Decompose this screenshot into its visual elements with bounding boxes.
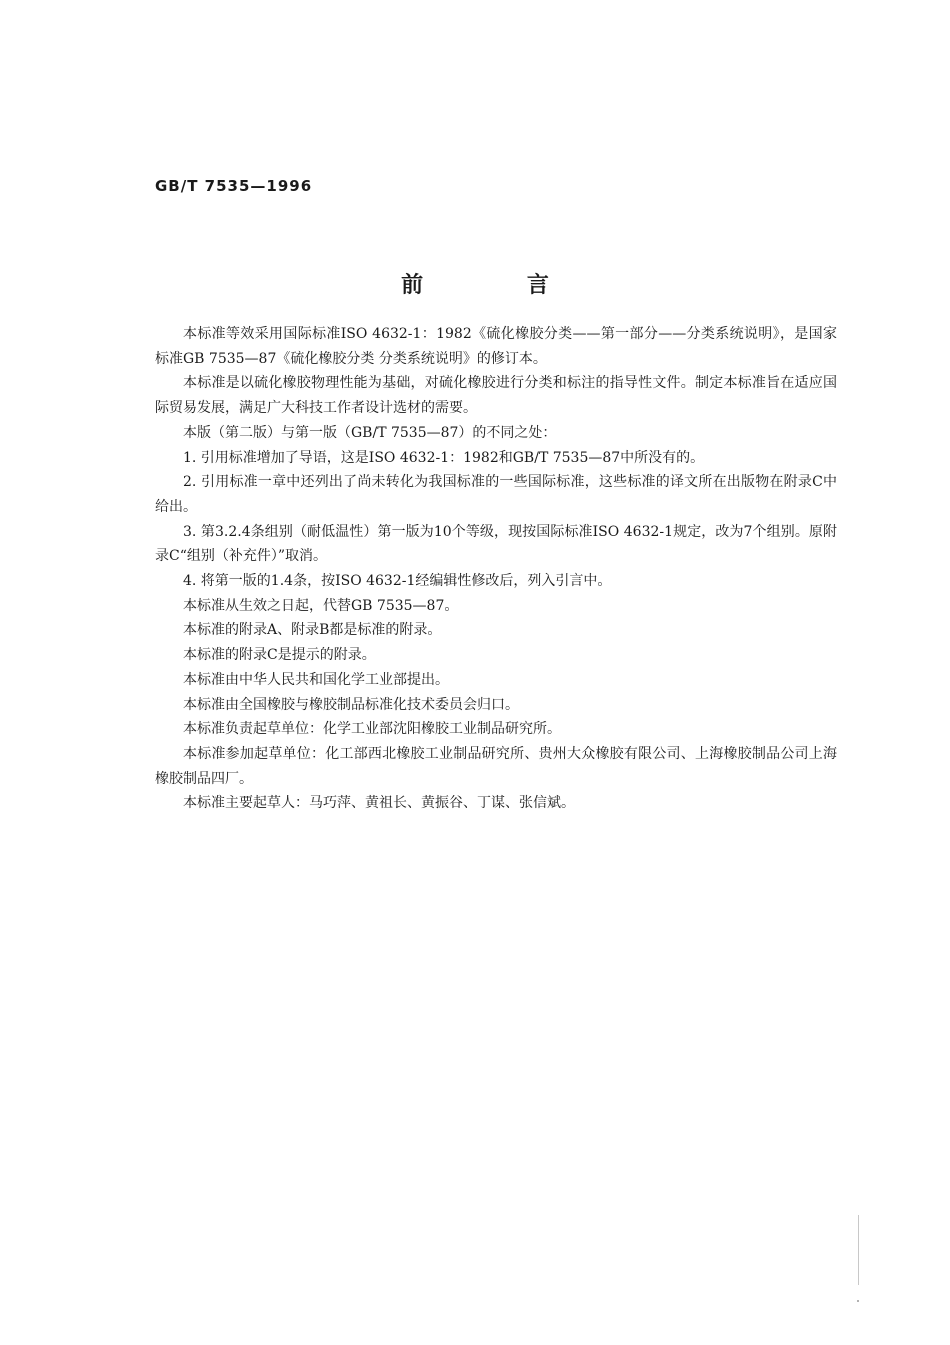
paragraph-informative-annex: 本标准的附录C是提示的附录。 <box>183 647 376 664</box>
paragraph-difference-2: 2. 引用标准一章中还列出了尚未转化为我国标准的一些国际标准，这些标准的译文所在出版物在附录C中给出。 <box>155 474 837 515</box>
paragraph-committee: 本标准由全国橡胶与橡胶制品标准化技术委员会归口。 <box>183 696 519 713</box>
standard-number: GB/T 7535—1996 <box>155 177 313 195</box>
foreword-body <box>155 322 837 816</box>
paragraph-proposer: 本标准由中华人民共和国化学工业部提出。 <box>183 671 449 688</box>
paragraph-purpose: 本标准是以硫化橡胶物理性能为基础，对硫化橡胶进行分类和标注的指导性文件。制定本标准旨在适应国际贸易发展，满足广大科技工作者设计选材的需要。 <box>155 375 837 417</box>
paragraph-participating-drafters: 本标准参加起草单位：化工部西北橡胶工业制品研究所、贵州大众橡胶有限公司、上海橡胶制品公司上海橡胶制品四厂。 <box>155 745 837 787</box>
paragraph-difference-1: 1. 引用标准增加了导语，这是ISO 4632-1：1982和GB/T 7535—87中所没有的。 <box>183 449 705 466</box>
scan-artifact-line <box>858 1215 859 1285</box>
section-title: 前 言 <box>401 273 597 298</box>
paragraph-normative-annexes: 本标准的附录A、附录B都是标准的附录。 <box>183 622 442 639</box>
paragraph-differences-intro: 本版（第二版）与第一版（GB/T 7535—87）的不同之处： <box>183 424 557 441</box>
paragraph-difference-3: 3. 第3.2.4条组别（耐低温性）第一版为10个等级，现按国际标准ISO 4632-1规定，改为7个组别。原附录C“组别（补充件）”取消。 <box>155 523 837 565</box>
paragraph-main-drafters: 本标准主要起草人：马巧萍、黄祖长、黄振谷、丁谋、张信斌。 <box>183 795 575 812</box>
paragraph-difference-4: 4. 将第一版的1.4条，按ISO 4632-1经编辑性修改后，列入引言中。 <box>183 573 612 590</box>
paragraph-lead-drafter: 本标准负责起草单位：化学工业部沈阳橡胶工业制品研究所。 <box>183 721 561 738</box>
paragraph-supersedes: 本标准从生效之日起，代替GB 7535—87。 <box>183 597 459 614</box>
scan-artifact-dot <box>857 1300 859 1302</box>
paragraph-adoption: 本标准等效采用国际标准ISO 4632-1：1982《硫化橡胶分类——第一部分——分类系统说明》，是国家标准GB 7535—87《硫化橡胶分类 分类系统说明》的修订本。 <box>155 326 837 367</box>
